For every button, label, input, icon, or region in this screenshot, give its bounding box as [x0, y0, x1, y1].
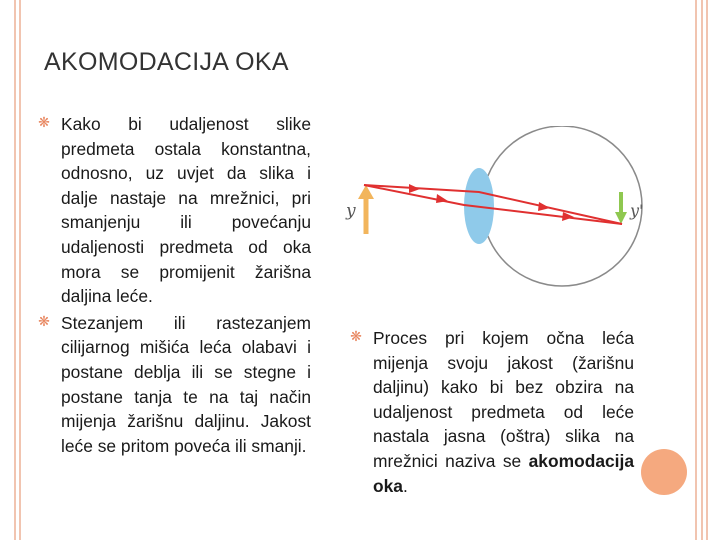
- bullet-text: Proces pri kojem očna leća mijenja svoju jakost (žarišnu daljinu) kako bi bez obzira na udaljenost predmeta od leće nastala jasna (oštra) slika na mrežnici naziva se: [373, 328, 634, 471]
- diamond-bullet-icon: ❋: [38, 114, 50, 130]
- bullet-text: Kako bi udaljenost slike predmeta ostala konstantna, odnosno, uz uvjet da slika i dalje nastaje na mrežnici, pri smanjenju ili povećanju udaljenosti predmeta od oka mora se promijenit žarišna daljina leće.: [61, 114, 311, 307]
- frame-line-right-3: [706, 0, 708, 540]
- bullet-item: [34, 311, 311, 459]
- object-label: y: [346, 201, 356, 221]
- frame-line-left-1: [14, 0, 16, 540]
- image-label: y': [630, 201, 644, 220]
- image-arrow: [615, 192, 627, 224]
- bullet-emphasis: akomodacija oka: [373, 450, 634, 496]
- eye-outline: [482, 126, 642, 286]
- right-column: [346, 326, 634, 498]
- frame-line-right-1: [695, 0, 697, 540]
- bullet-item: [346, 326, 634, 498]
- decorative-orange-dot: [641, 449, 687, 495]
- bullet-end: .: [402, 475, 408, 496]
- diamond-bullet-icon: ❋: [350, 328, 362, 344]
- eye-accommodation-diagram: [342, 126, 660, 294]
- diamond-bullet-icon: ❋: [38, 312, 50, 329]
- left-column: [34, 112, 311, 458]
- bullet-text: Stezanjem ili rastezanjem cilijarnog mišića leća olabavi i postane deblja ili se stegne i postane tanja te na taj način mijenja žarišnu daljinu. Jakost leće se pritom poveća ili smanji.: [61, 312, 311, 456]
- object-arrow: [358, 185, 374, 234]
- bullet-item: [34, 112, 311, 309]
- slide-title: AKOMODACIJA OKA: [44, 48, 289, 76]
- frame-line-right-2: [701, 0, 703, 540]
- frame-line-left-2: [19, 0, 21, 540]
